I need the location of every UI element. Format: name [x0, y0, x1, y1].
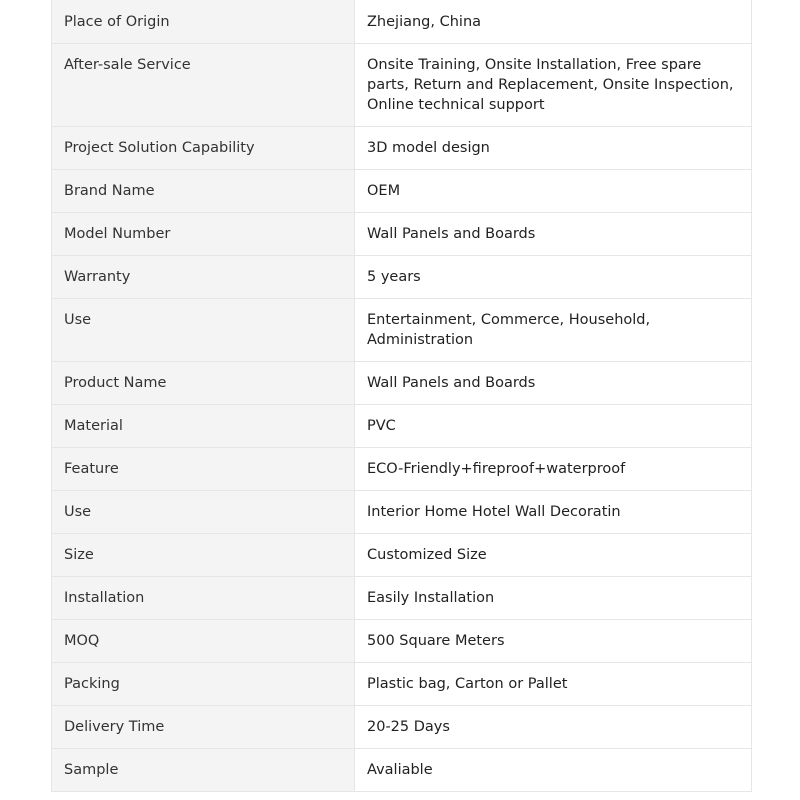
spec-key: Use [52, 299, 355, 362]
spec-row-warranty [52, 256, 752, 299]
spec-key: Packing [52, 663, 355, 706]
spec-value: PVC [355, 405, 752, 448]
spec-row-use-2 [52, 491, 752, 534]
spec-key: Use [52, 491, 355, 534]
spec-row-after-sale-service [52, 44, 752, 127]
spec-row-feature [52, 448, 752, 491]
spec-row-sample [52, 749, 752, 792]
spec-value: ECO-Friendly+fireproof+waterproof [355, 448, 752, 491]
spec-row-delivery-time [52, 706, 752, 749]
spec-key: Place of Origin [52, 0, 355, 44]
spec-value: Plastic bag, Carton or Pallet [355, 663, 752, 706]
spec-key: Delivery Time [52, 706, 355, 749]
spec-row-size [52, 534, 752, 577]
spec-row-material [52, 405, 752, 448]
spec-value: Easily Installation [355, 577, 752, 620]
spec-value: Onsite Training, Onsite Installation, Free spare parts, Return and Replacement, Onsite Inspection, Online technical support [355, 44, 752, 127]
spec-key: MOQ [52, 620, 355, 663]
spec-key: Feature [52, 448, 355, 491]
spec-key: Warranty [52, 256, 355, 299]
spec-table-body [52, 0, 752, 792]
spec-value: OEM [355, 170, 752, 213]
spec-value: Avaliable [355, 749, 752, 792]
spec-key: After-sale Service [52, 44, 355, 127]
spec-value: Wall Panels and Boards [355, 213, 752, 256]
spec-row-packing [52, 663, 752, 706]
spec-row-moq [52, 620, 752, 663]
spec-key: Size [52, 534, 355, 577]
spec-key: Sample [52, 749, 355, 792]
spec-value: 5 years [355, 256, 752, 299]
spec-key: Material [52, 405, 355, 448]
spec-key: Product Name [52, 362, 355, 405]
spec-row-model-number [52, 213, 752, 256]
spec-row-product-name [52, 362, 752, 405]
product-spec-table [51, 0, 752, 792]
spec-value: 20-25 Days [355, 706, 752, 749]
spec-row-installation [52, 577, 752, 620]
spec-row-use [52, 299, 752, 362]
spec-row-place-of-origin [52, 0, 752, 44]
spec-value: 500 Square Meters [355, 620, 752, 663]
spec-row-project-solution [52, 127, 752, 170]
spec-value: Wall Panels and Boards [355, 362, 752, 405]
spec-value: Interior Home Hotel Wall Decoratin [355, 491, 752, 534]
spec-value: 3D model design [355, 127, 752, 170]
spec-value: Zhejiang, China [355, 0, 752, 44]
spec-value: Entertainment, Commerce, Household, Administration [355, 299, 752, 362]
spec-key: Installation [52, 577, 355, 620]
spec-value: Customized Size [355, 534, 752, 577]
spec-row-brand-name [52, 170, 752, 213]
spec-key: Project Solution Capability [52, 127, 355, 170]
spec-key: Model Number [52, 213, 355, 256]
spec-key: Brand Name [52, 170, 355, 213]
